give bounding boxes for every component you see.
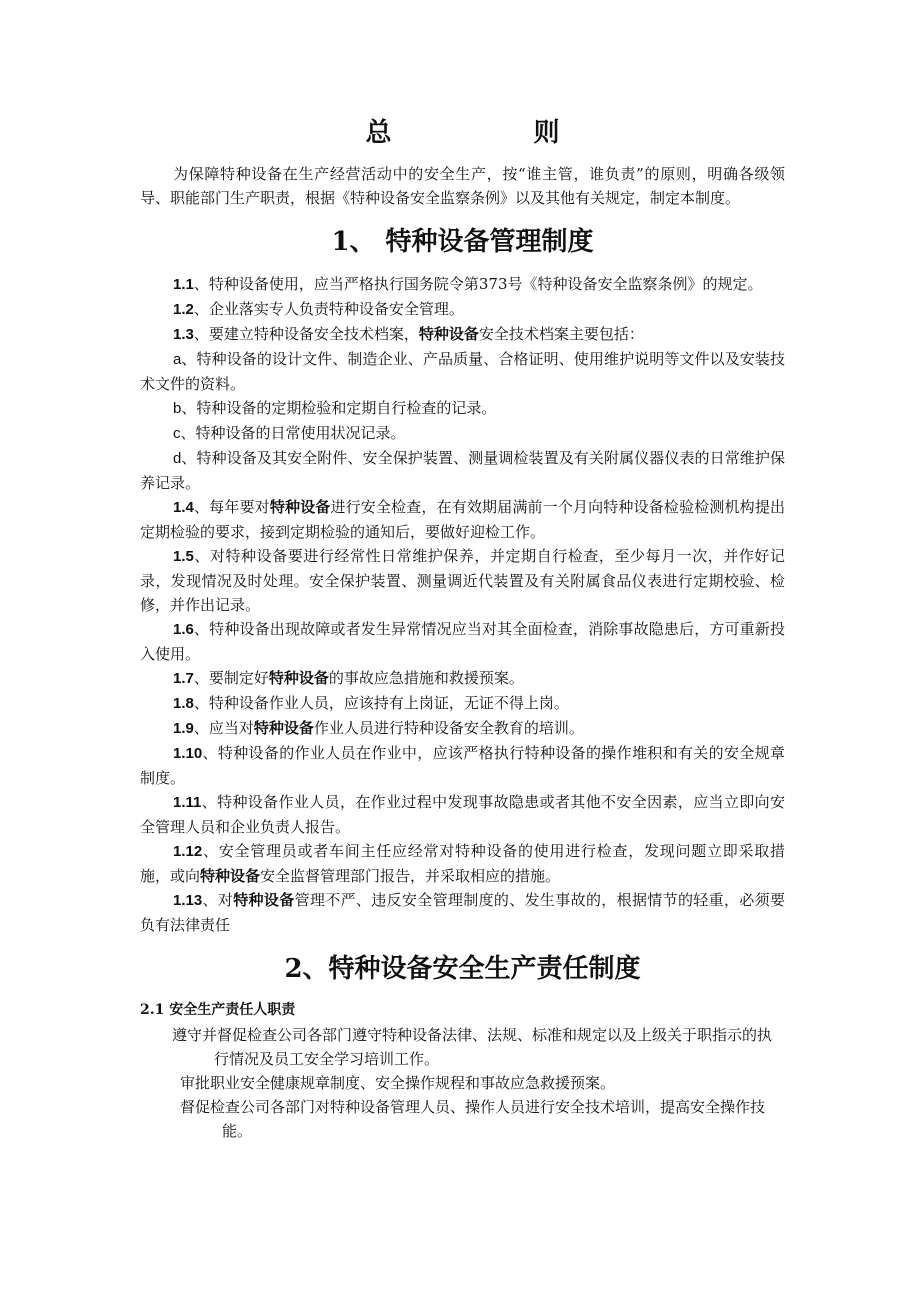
section1-item (140, 716, 785, 741)
item-emphasis: 特种设备 (418, 325, 479, 343)
item-letter: b (173, 400, 182, 417)
item-number: 1.5 (173, 548, 194, 565)
item-text: 的事故应急措施和救援预案。 (328, 669, 524, 687)
item-number: 1.3 (173, 326, 194, 343)
item-number: 1.6 (173, 621, 194, 638)
item-number: 1.12 (173, 843, 203, 860)
item-text: 、特种设备的设计文件、制造企业、产品质量、合格证明、使用维护说明等文件以及安装技术文件的资料。 (140, 350, 785, 393)
item-text: 、要制定好 (193, 669, 269, 687)
item-emphasis: 特种设备 (269, 498, 331, 516)
item-letter: c (173, 425, 181, 442)
section1-number: 1、 (331, 227, 376, 257)
section1-item (140, 544, 785, 617)
item-emphasis: 特种设备 (200, 867, 261, 885)
item-emphasis: 特种设备 (233, 891, 295, 909)
section2-subheading: 2.1 安全生产责任人职责 (140, 1002, 296, 1018)
section1-item (140, 617, 785, 666)
item-text: 、特种设备及其安全附件、安全保护装置、测量调检装置及有关附属仪器仪表的日常维护保养记录。 (140, 449, 785, 492)
section1-item (140, 347, 785, 396)
section2-heading: 2、特种设备安全生产责任制度 (284, 954, 641, 984)
item-text: 、特种设备的定期检验和定期自行检查的记录。 (181, 399, 497, 417)
item-text: 、特种设备作业人员，应该持有上岗证，无证不得上岗。 (193, 694, 569, 712)
item-emphasis: 特种设备 (253, 719, 314, 737)
document-page (140, 112, 785, 1143)
section1-heading (140, 222, 785, 262)
item-text: 安全技术档案主要包括： (478, 325, 644, 343)
item-text: 、特种设备出现故障或者发生异常情况应当对其全面检查，消除事故隐患后，方可重新投入使用。 (140, 620, 785, 663)
item-letter: d (173, 450, 182, 467)
item-text: 、安全管理员或者车间主任应经常对特种设备的使用进行检查，发现问题立即采取措施，或向 (140, 842, 785, 885)
item-text: 、应当对 (193, 719, 254, 737)
duty-item: 审批职业安全健康规章制度、安全操作规程和事故应急救援预案。 (180, 1074, 616, 1092)
intro-paragraph: 为保障特种设备在生产经营活动中的安全生产，按“谁主管，谁负责”的原则，明确各级领导、职能部门生产职责，根据《特种设备安全监察条例》以及其他有关规定，制定本制度。 (140, 165, 785, 207)
document-title: 总 则 (365, 118, 618, 148)
section1-item (140, 297, 785, 322)
item-number: 1.11 (173, 794, 202, 811)
item-text: 、企业落实专人负责特种设备安全管理。 (193, 300, 464, 318)
section1-item (140, 322, 785, 347)
section1-items (140, 272, 785, 937)
duty-item: 遵守并督促检查公司各部门遵守特种设备法律、法规、标准和规定以及上级关于职指示的执行情况及员工安全学习培训工作。 (172, 1026, 773, 1068)
duty-item: 督促检查公司各部门对特种设备管理人员、操作人员进行安全技术培训，提高安全操作技能。 (180, 1098, 766, 1140)
item-number: 1.8 (173, 695, 194, 712)
section1-item (140, 396, 785, 421)
section1-item (140, 839, 785, 888)
item-number: 1.9 (173, 720, 194, 737)
item-text: 、每年要对 (193, 498, 270, 516)
item-text: 、特种设备使用，应当严格执行国务院令第373号《特种设备安全监察条例》的规定。 (193, 275, 763, 293)
item-number: 1.4 (173, 499, 194, 516)
item-text: 、要建立特种设备安全技术档案， (193, 325, 419, 343)
item-text: 、特种设备的作业人员在作业中，应该严格执行特种设备的操作堆积和有关的安全规章制度。 (140, 744, 785, 787)
section1-item (140, 495, 785, 544)
item-number: 1.2 (173, 301, 194, 318)
item-text: 、特种设备的日常使用状况记录。 (180, 424, 406, 442)
section1-title: 特种设备管理制度 (385, 227, 594, 257)
item-emphasis: 特种设备 (268, 669, 329, 687)
section1-item (140, 741, 785, 790)
item-text: 、对 (202, 891, 234, 909)
item-letter: a (173, 351, 182, 368)
item-text: 进行安全检查，在有效期届满前一个月向特种设备检验检测机构提出定期检验的要求，接到定期检验的通知后，要做好迎检工作。 (140, 498, 785, 541)
item-number: 1.1 (173, 276, 194, 293)
section1-item (140, 790, 785, 839)
item-number: 1.13 (173, 892, 203, 909)
section1-item (140, 691, 785, 716)
item-number: 1.7 (173, 670, 194, 687)
section1-item (140, 421, 785, 446)
item-text: 、特种设备作业人员，在作业过程中发现事故隐患或者其他不安全因素，应当立即向安全管理人员和企业负责人报告。 (140, 793, 785, 836)
section1-item (140, 666, 785, 691)
section1-item (140, 272, 785, 297)
item-text: 、对特种设备要进行经常性日常维护保养，并定期自行检查，至少每月一次，并作好记录，发现情况及时处理。安全保护装置、测量调近代装置及有关附属食品仪表进行定期校验、检修，并作出记录。 (140, 547, 785, 614)
item-number: 1.10 (173, 745, 203, 762)
section1-item (140, 888, 785, 937)
section1-item (140, 446, 785, 495)
item-text: 管理不严、违反安全管理制度的、发生事故的，根据情节的轻重，必须要负有法律责任 (140, 891, 785, 934)
item-text: 作业人员进行特种设备安全教育的培训。 (313, 719, 584, 737)
item-text: 安全监督管理部门报告，并采取相应的措施。 (260, 867, 561, 885)
